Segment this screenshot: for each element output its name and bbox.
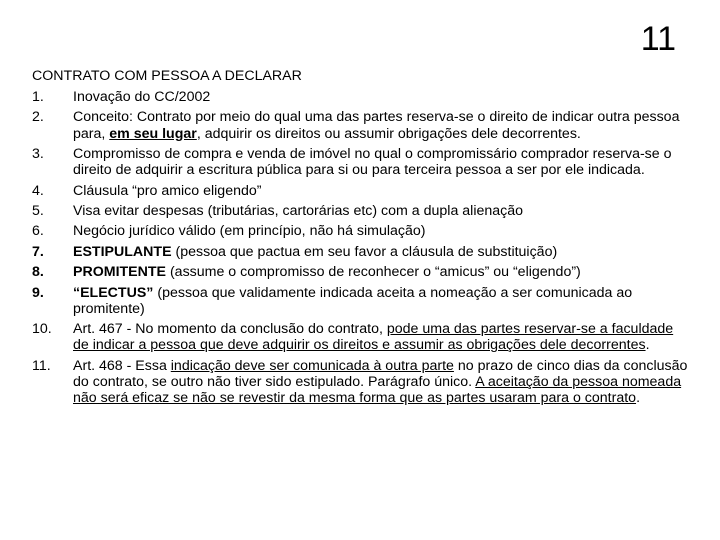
list-item-number: 5. bbox=[32, 202, 44, 219]
text-segment: pode uma das partes reservar-se a faculdade de indicar a pessoa que deve adquirir os direitos e assumir as obrigações dele decorrentes bbox=[73, 321, 674, 354]
text-segment: “ELECTUS” bbox=[73, 284, 154, 301]
list-item-number: 3. bbox=[32, 145, 44, 162]
text-segment: em seu lugar bbox=[109, 125, 197, 142]
list-item bbox=[32, 183, 692, 199]
list-item-number: 6. bbox=[32, 223, 44, 240]
list-item-text bbox=[73, 285, 692, 317]
list-item bbox=[32, 89, 692, 105]
text-segment: (pessoa que pactua em seu favor a cláusula de substituição) bbox=[171, 243, 558, 260]
text-segment: Compromisso de compra e venda de imóvel no qual o compromissário comprador reserva-se o direito de adquirir a escritura pública para si ou para terceira pessoa a ser por ele indicada. bbox=[73, 145, 672, 179]
list-item-number: 11. bbox=[32, 357, 51, 374]
list-item-text bbox=[73, 183, 692, 199]
list-item-number: 1. bbox=[32, 89, 44, 105]
text-segment: Negócio jurídico válido (em princípio, não há simulação) bbox=[73, 223, 426, 240]
list-item bbox=[32, 203, 692, 219]
list-item-text bbox=[73, 203, 692, 219]
list-item-number: 7. bbox=[32, 243, 44, 260]
list-item-text bbox=[73, 358, 692, 407]
text-segment: Conceito: Contrato por meio do qual uma das partes reserva-se o direito de indicar outra pessoa para, bbox=[73, 109, 680, 142]
text-segment: ESTIPULANTE bbox=[73, 243, 172, 260]
list-item-number: 4. bbox=[32, 182, 44, 199]
list-item-text bbox=[73, 264, 692, 280]
text-segment: Art. 467 - No momento da conclusão do contrato, bbox=[73, 321, 387, 338]
text-segment: . bbox=[636, 390, 641, 407]
page-title: CONTRATO COM PESSOA A DECLARAR bbox=[32, 68, 302, 84]
list-item-number: 8. bbox=[32, 264, 44, 281]
text-segment: Inovação do CC/2002 bbox=[73, 89, 211, 105]
list-item-text bbox=[73, 244, 692, 260]
text-segment: (assume o compromisso de reconhecer o “amicus” ou “eligendo”) bbox=[166, 264, 581, 281]
text-segment: . bbox=[645, 337, 650, 354]
list-item-text bbox=[73, 89, 692, 105]
list-item bbox=[32, 264, 692, 280]
list-item bbox=[32, 146, 692, 178]
text-segment: Art. 468 - Essa bbox=[73, 357, 171, 374]
text-segment: indicação deve ser comunicada à outra parte bbox=[170, 357, 454, 374]
list-item-text bbox=[73, 109, 692, 141]
text-segment: , adquirir os direitos ou assumir obrigações dele decorrentes. bbox=[196, 125, 581, 142]
text-segment: no prazo de cinco dias da conclusão do contrato, se outro não tiver sido estipulado. Parágrafo único. bbox=[73, 357, 688, 390]
text-segment: Cláusula “pro amico eligendo” bbox=[73, 182, 262, 199]
list-item-text bbox=[73, 223, 692, 239]
list-item-number: 2. bbox=[32, 109, 44, 126]
text-segment: PROMITENTE bbox=[73, 264, 167, 281]
list-item-text bbox=[73, 321, 692, 353]
list-item-number: 9. bbox=[32, 284, 44, 301]
text-segment: (pessoa que validamente indicada aceita a nomeação a ser comunicada ao promitente) bbox=[73, 284, 633, 317]
list-item-text bbox=[73, 146, 692, 178]
list-item bbox=[32, 321, 692, 353]
list-item bbox=[32, 285, 692, 317]
slide-number: 11 bbox=[640, 20, 676, 58]
list-item bbox=[32, 109, 692, 141]
list-item bbox=[32, 223, 692, 239]
list-item bbox=[32, 244, 692, 260]
text-segment: Visa evitar despesas (tributárias, cartorárias etc) com a dupla alienação bbox=[73, 202, 524, 219]
item-list bbox=[32, 89, 692, 411]
list-item-number: 10. bbox=[32, 321, 52, 338]
list-item bbox=[32, 358, 692, 407]
text-segment: A aceitação da pessoa nomeada não será eficaz se não se revestir da mesma forma que as partes usaram para o contrato bbox=[73, 373, 682, 407]
